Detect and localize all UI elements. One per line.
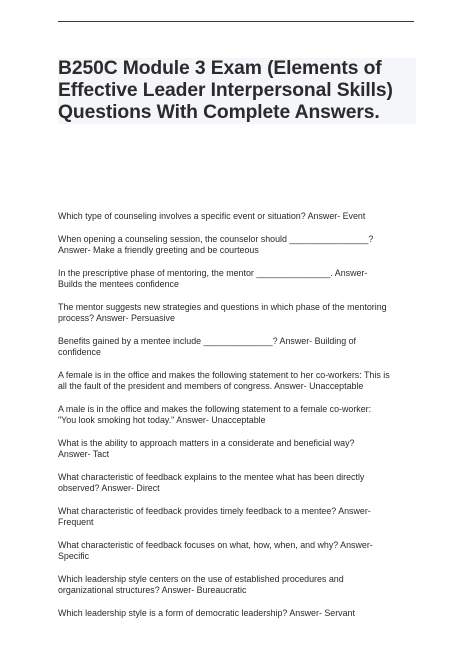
qa-item: The mentor suggests new strategies and questions in which phase of the mentoring process? Answer- Persuasive: [58, 302, 387, 324]
title-line-3: Questions With Complete Answers.: [58, 102, 380, 123]
title-line-2: Effective Leader Interpersonal Skills): [58, 80, 393, 101]
title-line-1: B250C Module 3 Exam (Elements of: [58, 58, 382, 79]
qa-item: A male is in the office and makes the following statement to a female co-worker: "You look smoking hot today." Answer- Unacceptable: [58, 404, 372, 426]
qa-item: When opening a counseling session, the counselor should ________________? Answer- Make a friendly greeting and be courteous: [58, 234, 374, 256]
qa-item: Benefits gained by a mentee include ______________? Answer- Building of confidence: [58, 336, 357, 358]
title-block: [58, 58, 416, 124]
qa-item: Which type of counseling involves a specific event or situation? Answer- Event: [58, 211, 366, 221]
qa-item: What characteristic of feedback provides timely feedback to a mentee? Answer- Frequent: [58, 506, 371, 528]
qa-item: What characteristic of feedback focuses on what, how, when, and why? Answer- Specific: [58, 540, 373, 562]
qa-item: Which leadership style is a form of democratic leadership? Answer- Servant: [58, 608, 355, 618]
qa-item: What is the ability to approach matters in a considerate and beneficial way? Answer- Tact: [58, 438, 355, 460]
qa-item: What characteristic of feedback explains to the mentee what has been directly observed? Answer- Direct: [58, 472, 365, 494]
qa-item: Which leadership style centers on the use of established procedures and organizational structures? Answer- Bureaucratic: [58, 574, 344, 596]
document-title: [58, 58, 416, 124]
qa-item: A female is in the office and makes the following statement to her co-workers: This is all the fault of the president and members of congress. Answer- Unacceptable: [58, 370, 390, 392]
top-rule: [58, 21, 414, 22]
qa-item: In the prescriptive phase of mentoring, the mentor _______________. Answer- Builds the mentees confidence: [58, 268, 368, 290]
